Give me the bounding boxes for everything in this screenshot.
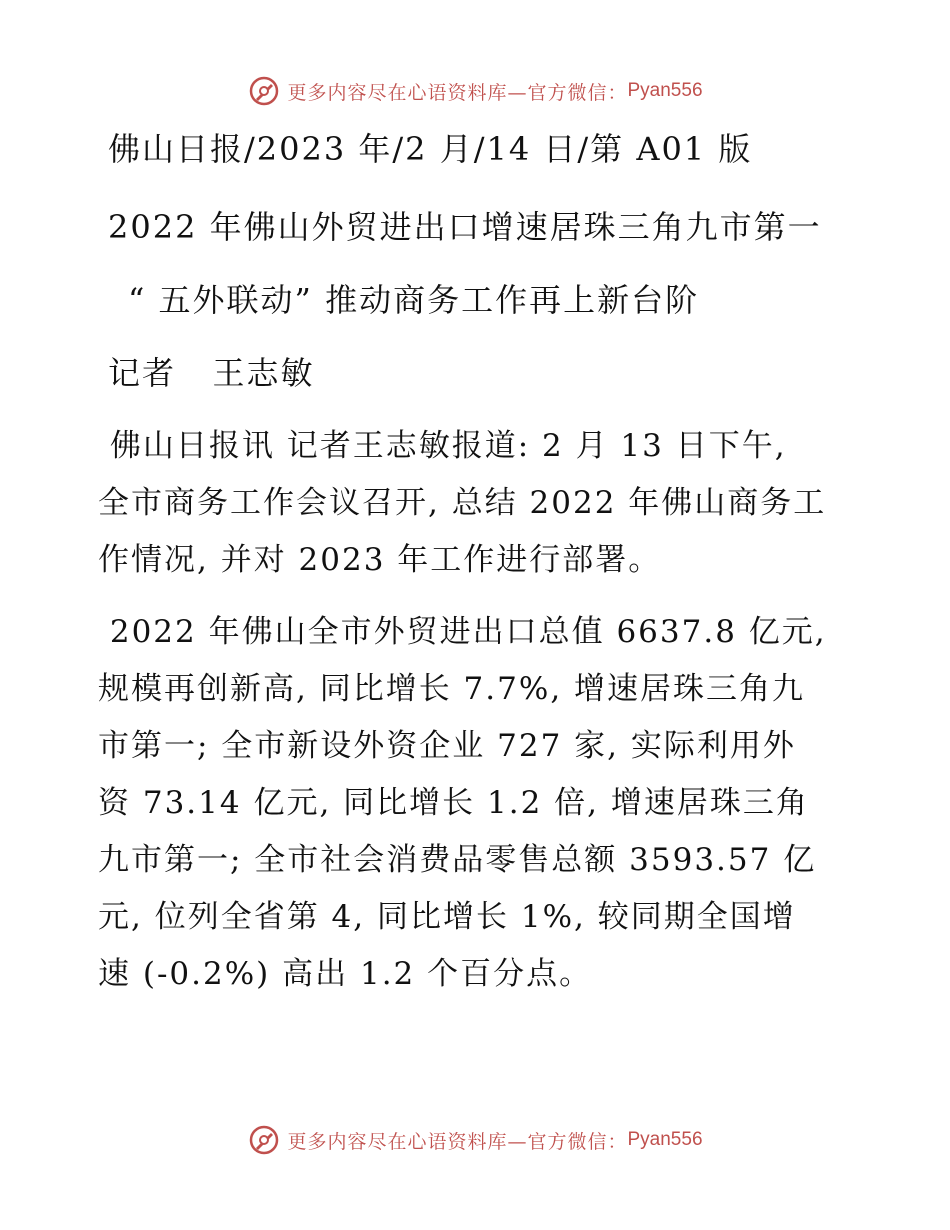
paragraph-line: 资 73.14 亿元, 同比增长 1.2 倍, 增速居珠三角 — [98, 785, 809, 821]
subheadline: “ 五外联动” 推动商务工作再上新台阶 — [128, 281, 700, 319]
watermark-wechat-id: Pyan556 — [627, 80, 703, 101]
watermark-text: 更多内容尽在心语资料库—官方微信： — [287, 1130, 628, 1153]
logo-icon — [247, 74, 281, 108]
watermark-wechat-id: Pyan556 — [627, 1129, 703, 1150]
source-line: 佛山日报/2023 年/2 月/14 日/第 A01 版 — [108, 130, 753, 168]
paragraph-line: 全市商务工作会议召开, 总结 2022 年佛山商务工 — [98, 485, 827, 521]
paragraph-line: 佛山日报讯 记者王志敏报道: 2 月 13 日下午, — [98, 428, 787, 464]
watermark-banner-top — [0, 71, 950, 111]
paragraph-line: 2022 年佛山全市外贸进出口总值 6637.8 亿元, — [98, 614, 827, 650]
headline: 2022 年佛山外贸进出口增速居珠三角九市第一 — [108, 208, 822, 246]
paragraph-line: 九市第一; 全市社会消费品零售总额 3593.57 亿 — [98, 842, 817, 878]
watermark-text: 更多内容尽在心语资料库—官方微信： — [287, 81, 628, 104]
paragraph-line: 市第一; 全市新设外资企业 727 家, 实际利用外 — [98, 728, 796, 764]
paragraph-line: 作情况, 并对 2023 年工作进行部署。 — [98, 542, 662, 578]
paragraph-line: 规模再创新高, 同比增长 7.7%, 增速居珠三角九 — [98, 671, 806, 707]
paragraph-line: 速 (-0.2%) 高出 1.2 个百分点。 — [98, 956, 593, 992]
watermark-banner-bottom — [0, 1120, 950, 1160]
paragraph-2 — [98, 604, 858, 1003]
byline: 记者 王志敏 — [108, 354, 315, 392]
paragraph-1 — [98, 418, 858, 589]
logo-icon — [247, 1123, 281, 1157]
paragraph-line: 元, 位列全省第 4, 同比增长 1%, 较同期全国增 — [98, 899, 796, 935]
